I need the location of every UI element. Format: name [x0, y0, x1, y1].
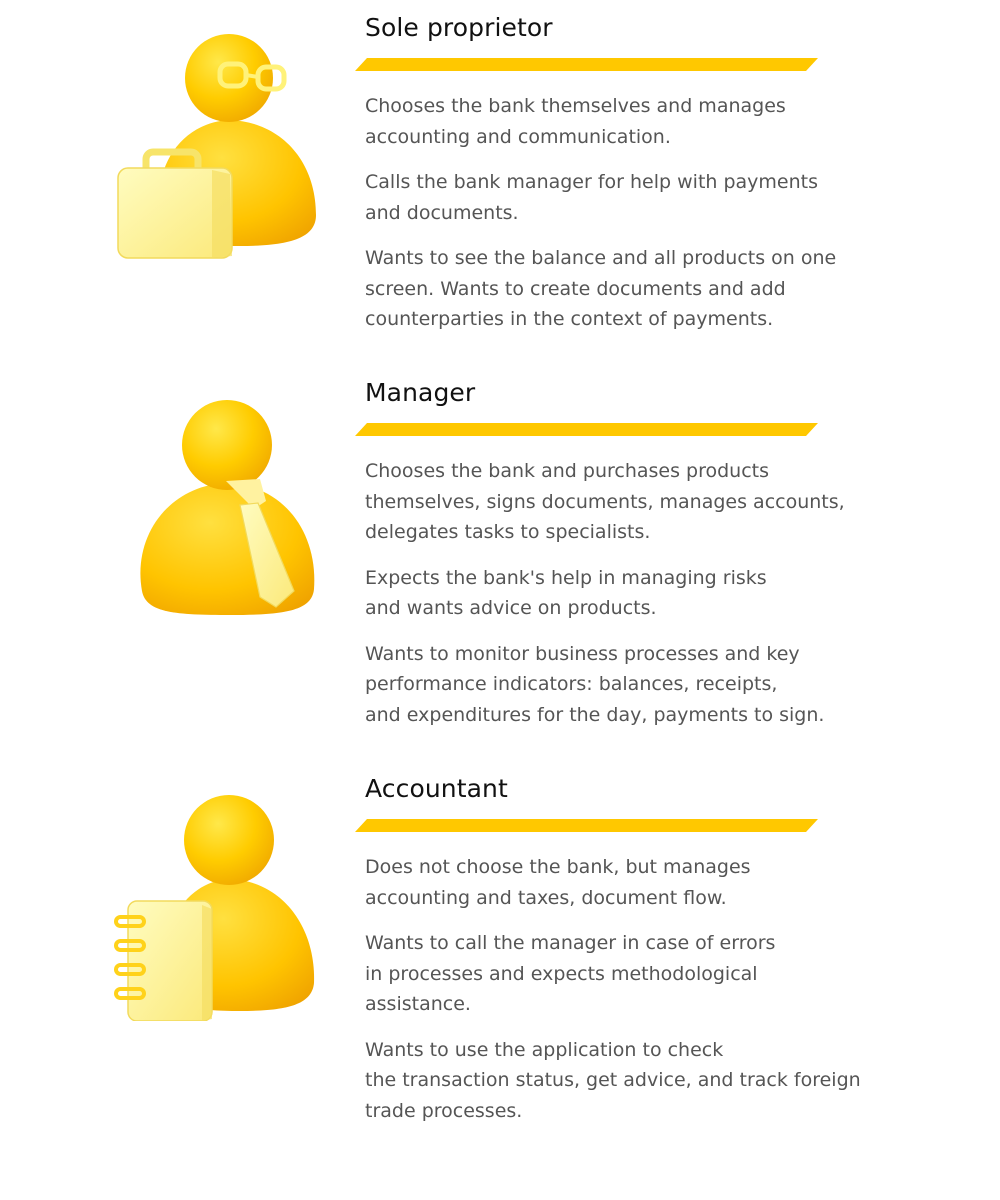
persona-paragraph: Wants to call the manager in case of errors in processes and expects methodological assistance. — [365, 932, 776, 1015]
persona-description — [365, 456, 925, 730]
persona-description — [365, 91, 925, 335]
persona-paragraph: Does not choose the bank, but manages accounting and taxes, document flow. — [365, 856, 751, 909]
persona-content — [365, 773, 925, 1141]
persona-content — [365, 377, 925, 745]
person-with-tie-icon — [100, 385, 340, 625]
persona-paragraph: Wants to see the balance and all products on one screen. Wants to create documents and add counterparties in the context of payments. — [365, 247, 837, 330]
persona-paragraph: Expects the bank's help in managing risks and wants advice on products. — [365, 566, 767, 619]
persona-paragraph: Wants to monitor business processes and key performance indicators: balances, receipts, and expenditures for the day, payments to sign. — [365, 642, 825, 726]
person-with-notebook-icon — [100, 781, 340, 1021]
persona-description — [365, 852, 925, 1126]
persona-title: Sole proprietor — [365, 13, 553, 42]
accent-stripe — [355, 423, 818, 436]
persona-paragraph: Wants to use the application to check the transaction status, get advice, and track foreign trade processes. — [365, 1038, 861, 1122]
persona-title: Accountant — [365, 774, 508, 803]
persona-content — [365, 12, 925, 350]
accent-stripe — [355, 819, 818, 832]
persona-paragraph: Calls the bank manager for help with payments and documents. — [365, 171, 819, 224]
persona-paragraph: Chooses the bank and purchases products themselves, signs documents, manages accounts, delegates tasks to specialists. — [365, 460, 845, 543]
persona-title: Manager — [365, 378, 476, 407]
persona-paragraph: Chooses the bank themselves and manages accounting and communication. — [365, 95, 786, 148]
person-with-glasses-and-briefcase-icon — [100, 20, 340, 260]
accent-stripe — [355, 58, 818, 71]
